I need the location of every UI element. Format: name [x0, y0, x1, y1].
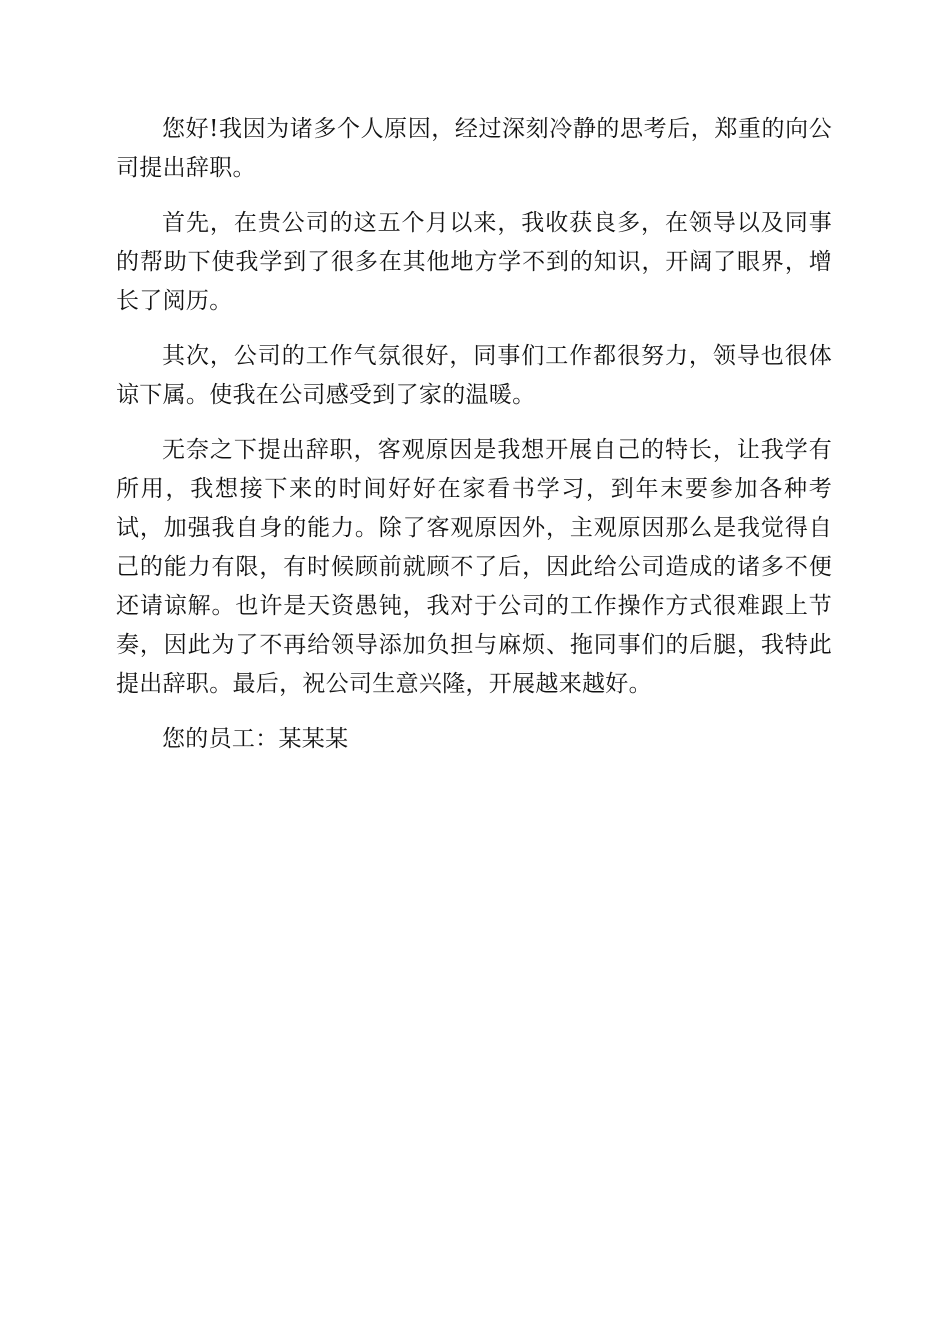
signature-line: 您的员工：某某某 [162, 726, 349, 752]
paragraph-greeting: 您好!我因为诸多个人原因，经过深刻冷静的思考后，郑重的向公司提出辞职。 [116, 116, 832, 181]
paragraph-gratitude: 首先，在贵公司的这五个月以来，我收获良多，在领导以及同事的帮助下使我学到了很多在其他地方学不到的知识，开阔了眼界，增长了阅历。 [116, 210, 832, 314]
paragraph-atmosphere: 其次，公司的工作气氛很好，同事们工作都很努力，领导也很体谅下属。使我在公司感受到了家的温暖。 [116, 343, 832, 408]
paragraph-reasons: 无奈之下提出辞职，客观原因是我想开展自己的特长，让我学有所用，我想接下来的时间好好在家看书学习，到年末要参加各种考试，加强我自身的能力。除了客观原因外，主观原因那么是我觉得自己的能力有限，有时候顾前就顾不了后，因此给公司造成的诸多不便还请谅解。也许是天资愚钝，我对于公司的工作操作方式很难跟上节奏，因此为了不再给领导添加负担与麻烦、拖同事们的后腿，我特此提出辞职。最后，祝公司生意兴隆，开展越来越好。 [116, 437, 832, 697]
letter-body [116, 110, 832, 759]
